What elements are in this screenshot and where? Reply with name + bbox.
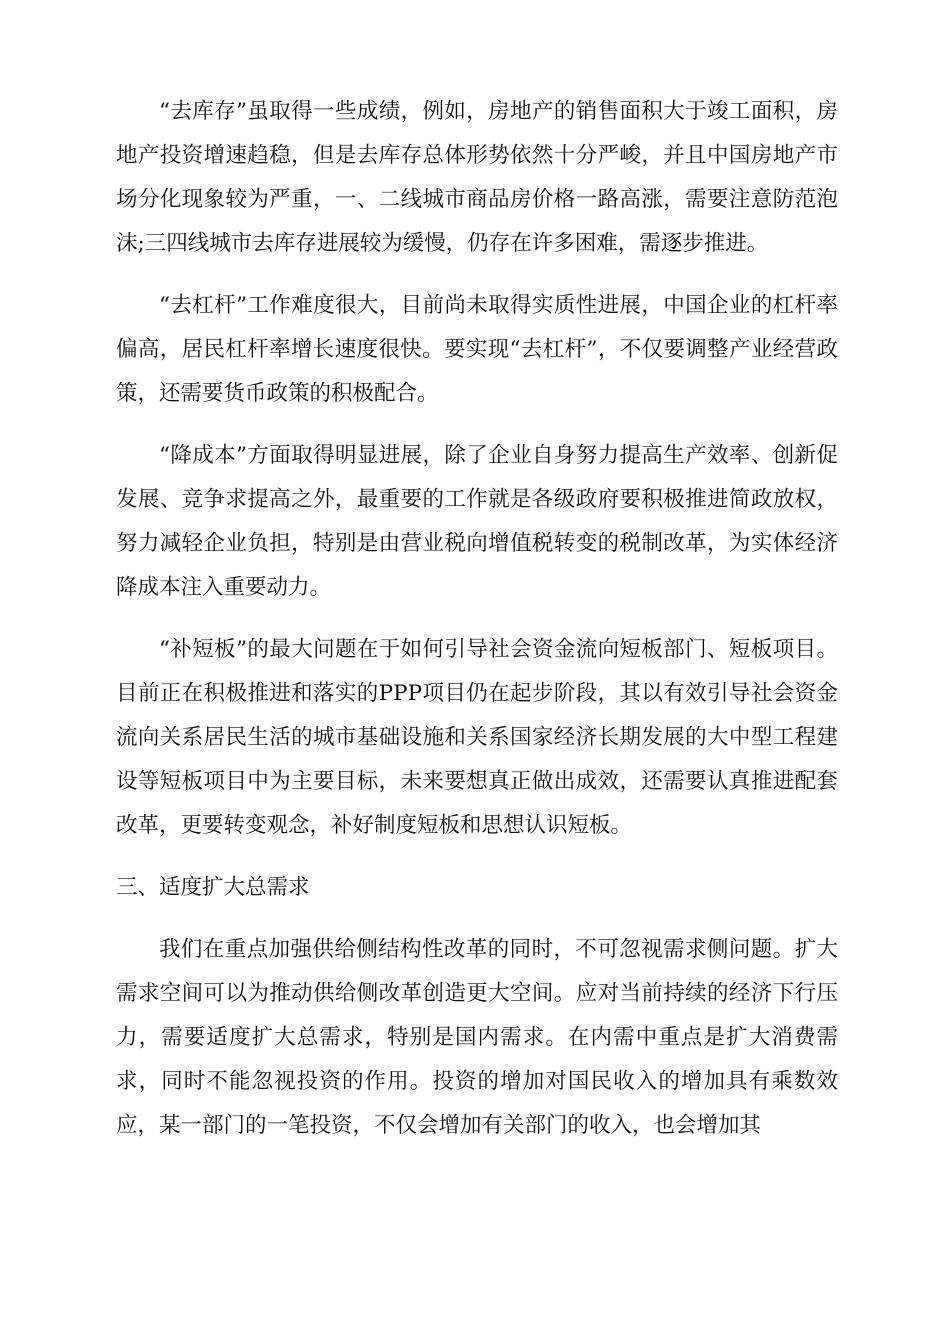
document-body	[116, 90, 838, 1148]
paragraph-destocking: “去库存”虽取得一些成绩，例如，房地产的销售面积大于竣工面积，房地产投资增速趋稳，但是去库存总体形势依然十分严峻，并且中国房地产市场分化现象较为严重，一、二线城市商品房价格一路高涨，需要注意防范泡沫;三四线城市去库存进展较为缓慢，仍存在许多困难，需逐步推进。	[116, 99, 838, 256]
paragraph-aggregate-demand: 我们在重点加强供给侧结构性改革的同时，不可忽视需求侧问题。扩大需求空间可以为推动供给侧改革创造更大空间。应对当前持续的经济下行压力，需要适度扩大总需求，特别是国内需求。在内需中重点是扩大消费需求，同时不能忽视投资的作用。投资的增加对国民收入的增加具有乘数效应，某一部门的一笔投资，不仅会增加有关部门的收入，也会增加其	[116, 937, 838, 1138]
paragraph-cost-reduction: “降成本”方面取得明显进展，除了企业自身努力提高生产效率、创新促发展、竞争求提高之外，最重要的工作就是各级政府要积极推进简政放权，努力减轻企业负担，特别是由营业税向增值税转变的税制改革，为实体经济降成本注入重要动力。	[116, 443, 838, 600]
section-heading: 三、适度扩大总需求	[116, 875, 310, 900]
paragraph-deleveraging: “去杠杆”工作难度很大，目前尚未取得实质性进展，中国企业的杠杆率偏高，居民杠杆率增长速度很快。要实现“去杠杆”，不仅要调整产业经营政策，还需要货币政策的积极配合。	[116, 293, 838, 406]
paragraph-shortcomings: “补短板”的最大问题在于如何引导社会资金流向短板部门、短板项目。目前正在积极推进和落实的PPP项目仍在起步阶段，其以有效引导社会资金流向关系居民生活的城市基础设施和关系国家经济长期发展的大中型工程建设等短板项目中为主要目标，未来要想真正做出成效，还需要认真推进配套改革，更要转变观念，补好制度短板和思想认识短板。	[116, 637, 838, 838]
